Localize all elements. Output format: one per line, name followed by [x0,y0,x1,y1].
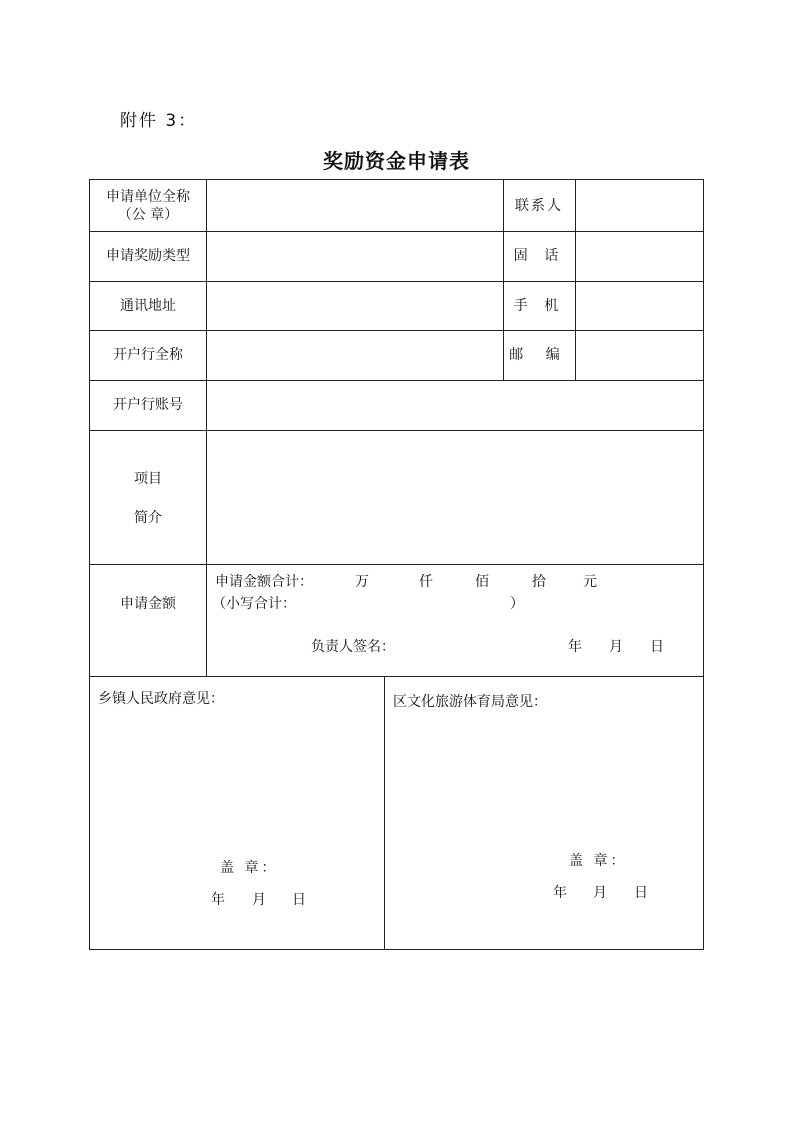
project-label: 项目 [134,471,162,487]
row-divider [90,231,703,232]
town-date-day: 日 [292,892,306,908]
applicant-name-label: 申请单位全称 [106,189,190,205]
row-divider [90,281,703,282]
bureau-date-day: 日 [634,885,648,901]
official-seal-note: （公 章） [117,207,179,223]
town-seal-label: 盖 章： [220,860,279,876]
column-divider [206,180,207,676]
unit-shi: 拾 [532,574,546,590]
bank-account-label: 开户行账号 [113,397,183,413]
attachment-label: 附件 3： [120,111,198,131]
lowercase-total-close: ） [510,596,524,612]
town-government-opinion-label: 乡镇人民政府意见： [98,691,224,707]
award-type-label: 申请奖励类型 [106,248,190,264]
date-day: 日 [650,639,664,655]
amount-label: 申请金额 [120,596,176,612]
column-divider [384,676,385,949]
bureau-date-month: 月 [593,885,607,901]
application-form-table [89,179,704,950]
unit-bai: 佰 [475,574,489,590]
column-divider [575,180,576,380]
date-month: 月 [609,639,623,655]
date-year: 年 [568,639,582,655]
postcode-label: 邮 编 [509,347,569,363]
row-divider [90,380,703,381]
culture-bureau-opinion-label: 区文化旅游体育局意见： [393,694,547,710]
contact-person-label: 联系人 [515,198,563,214]
row-divider [90,330,703,331]
row-divider [90,564,703,565]
unit-yuan: 元 [583,574,597,590]
unit-qian: 仟 [419,574,433,590]
signature-label: 负责人签名： [311,639,395,655]
row-divider [90,676,703,677]
unit-wan: 万 [355,574,369,590]
mobile-label: 手 机 [513,298,565,314]
form-title: 奖励资金申请表 [323,149,470,173]
lowercase-total-open: （小写合计： [212,596,296,612]
amount-total-label: 申请金额合计： [215,574,313,590]
bureau-date-year: 年 [553,885,567,901]
landline-label: 固 话 [513,248,565,264]
bank-name-label: 开户行全称 [113,347,183,363]
summary-label: 简介 [134,510,162,526]
town-date-year: 年 [211,892,225,908]
address-label: 通讯地址 [120,298,176,314]
town-date-month: 月 [252,892,266,908]
bureau-seal-label: 盖 章： [569,853,628,869]
row-divider [90,430,703,431]
